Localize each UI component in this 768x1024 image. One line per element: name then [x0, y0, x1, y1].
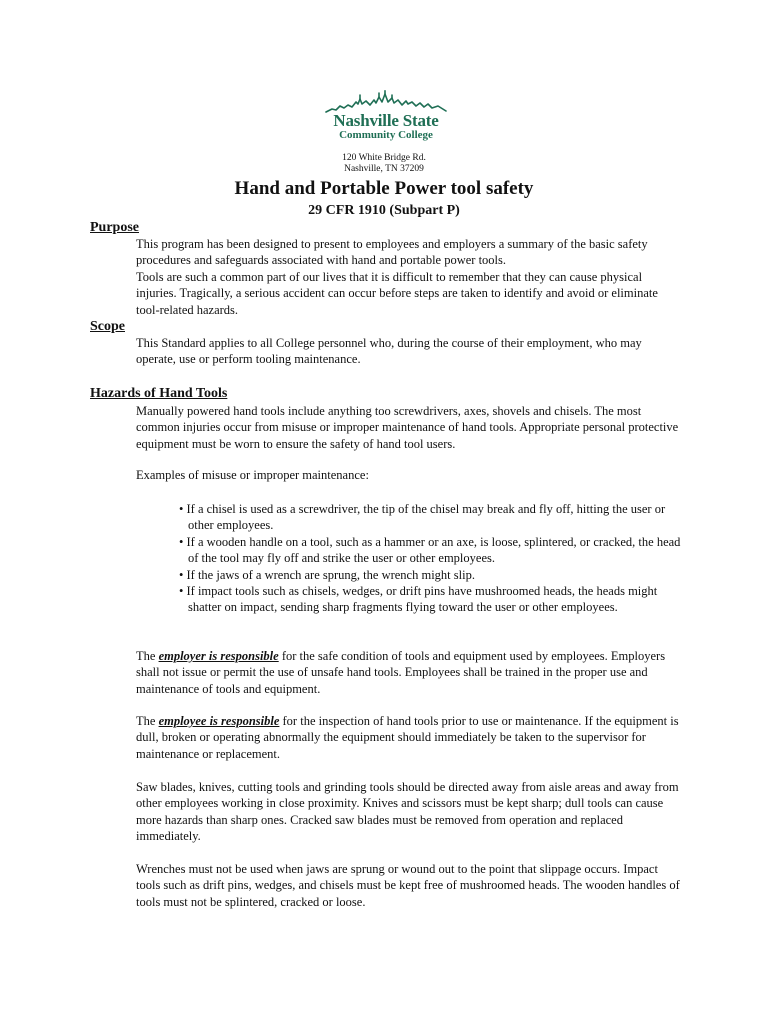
employer-emphasis: employer is responsible: [158, 649, 279, 663]
saw-blades-paragraph: Saw blades, knives, cutting tools and grinding tools should be directed away from aisle areas and away from other employees working in close proximity. Knives and scissors must be kept sharp; dull tools can cause more hazards than sharp ones. Cracked saw blades must be removed from operation and replaced immediately.: [136, 780, 679, 844]
college-logo: [322, 90, 450, 144]
employer-responsibility-paragraph: [136, 648, 684, 697]
examples-list: [179, 501, 684, 616]
purpose-paragraph-1: This program has been designed to present to employees and employers a summary of the basic safety procedures and safeguards associated with hand and portable power tools.: [136, 237, 648, 268]
logo-name: Nashville State: [333, 111, 439, 130]
purpose-paragraph-2: Tools are such a common part of our lives that it is difficult to remember that they can cause physical injuries. Tragically, a serious accident can occur before steps are taken to identify and avoid or eliminate tool-related hazards.: [136, 270, 658, 317]
document-title: Hand and Portable Power tool safety: [234, 178, 534, 199]
address-line-1: 120 White Bridge Rd.: [342, 153, 426, 163]
wrenches-paragraph: Wrenches must not be used when jaws are sprung or wound out to the point that slippage occurs. Impact tools such as drift pins, wedges, and chisels must be kept free of mushroomed heads. The wooden handles of tools must not be splintered, cracked or loose.: [136, 862, 680, 909]
hazards-paragraph: Manually powered hand tools include anything too screwdrivers, axes, shovels and chisels. The most common injuries occur from misuse or improper maintenance of hand tools. Appropriate personal protective equipment must be worn to ensure the safety of hand tool users.: [136, 404, 679, 451]
purpose-heading: Purpose: [90, 220, 139, 235]
employee-text: for the inspection of hand tools prior to use or maintenance. If the equipment is dull, broken or operating abnormally the equipment should immediately be taken to the supervisor for maintenance or replacement.: [136, 714, 679, 761]
list-item: • If a wooden handle on a tool, such as a hammer or an axe, is loose, splintered, or cracked, the head of the tool may fly off and strike the user or other employees.: [179, 534, 681, 566]
hazards-heading: Hazards of Hand Tools: [90, 386, 228, 401]
address-line-2: Nashville, TN 37209: [344, 164, 424, 174]
document-subtitle: 29 CFR 1910 (Subpart P): [308, 203, 460, 218]
scope-heading: Scope: [90, 319, 125, 334]
list-item: • If impact tools such as chisels, wedges, or drift pins have mushroomed heads, the heads might shatter on impact, sending sharp fragments flying toward the user or other employees.: [179, 584, 658, 615]
examples-intro: Examples of misuse or improper maintenance:: [136, 468, 369, 482]
logo-subtitle: Community College: [339, 129, 433, 141]
employer-prefix: The: [136, 649, 159, 663]
employee-prefix: The: [136, 714, 159, 728]
list-item: • If the jaws of a wrench are sprung, the wrench might slip.: [179, 567, 475, 582]
employee-responsibility-paragraph: [136, 713, 684, 762]
list-item: • If a chisel is used as a screwdriver, the tip of the chisel may break and fly off, hitting the user or other employees.: [179, 502, 666, 533]
employer-text: for the safe condition of tools and equipment used by employees. Employers shall not issue or permit the use of unsafe hand tools. Employees shall be trained in the proper use and maintenance of tools and equipment.: [136, 649, 666, 696]
scope-paragraph: This Standard applies to all College personnel who, during the course of their employment, who may operate, use or perform tooling maintenance.: [136, 336, 642, 367]
employee-emphasis: employee is responsible: [158, 714, 280, 728]
